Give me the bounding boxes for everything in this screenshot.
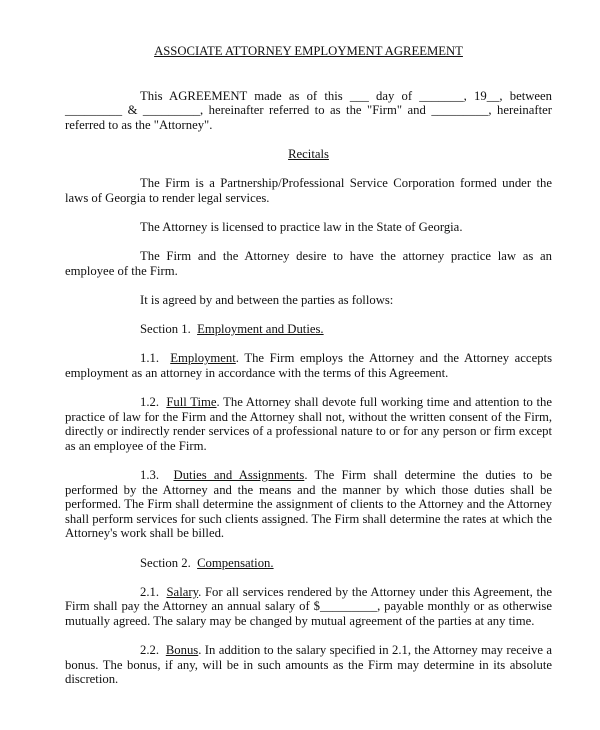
clause-heading: Salary <box>166 584 199 599</box>
section-number: Section 1. <box>140 322 191 337</box>
recital-paragraph: The Firm is a Partnership/Professional Service Corporation formed under the laws of Georgia to render legal services. <box>65 176 552 205</box>
clause-heading: Duties and Assignments <box>173 468 305 483</box>
document-title: ASSOCIATE ATTORNEY EMPLOYMENT AGREEMENT <box>154 44 463 58</box>
clause-heading: Employment <box>170 351 236 366</box>
clause-heading: Bonus <box>165 643 199 658</box>
clause <box>65 643 552 687</box>
clause-number: 2.1. <box>140 584 160 599</box>
section-title: Employment and Duties. <box>197 322 324 337</box>
clause <box>65 395 552 453</box>
section-heading <box>65 556 552 571</box>
clause-number: 1.3. <box>140 468 160 483</box>
clause-heading: Full Time <box>166 395 217 410</box>
recitals-heading: Recitals <box>288 146 329 161</box>
clause <box>65 351 552 380</box>
clause-text: . In addition to the salary specified in 2.1, the Attorney may receive a bonus. The bonus, if any, will be in such amounts as the Firm may determine in its absolute discretion. <box>65 643 552 687</box>
section-number: Section 2. <box>140 555 191 570</box>
recital-paragraph: It is agreed by and between the parties as follows: <box>140 292 394 307</box>
clause-text: . The Firm shall determine the duties to be performed by the Attorney and the means and the manner by which those duties shall be performed. The Firm shall determine the assignment of clients to the Attorney and the Attorney shall perform services for such clients assigned. The Firm shall determine the rates at which the Attorney's work shall be billed. <box>65 468 552 541</box>
clause-text: . The Firm employs the Attorney and the Attorney accepts employment as an attorney in accordance with the terms of this Agreement. <box>65 351 553 380</box>
intro-paragraph: This AGREEMENT made as of this ___ day of _______, 19__, between _________ & _________, hereinafter referred to as the "Firm" and _________, hereinafter referred to as the "Attorney". <box>65 88 552 132</box>
clause <box>65 468 552 541</box>
clause-number: 1.1. <box>140 351 160 366</box>
section-title: Compensation. <box>197 555 274 570</box>
clause-number: 2.2. <box>140 643 160 658</box>
recital-paragraph: The Attorney is licensed to practice law in the State of Georgia. <box>140 219 463 234</box>
section-heading <box>65 322 552 337</box>
clause-text: . For all services rendered by the Attorney under this Agreement, the Firm shall pay the Attorney an annual salary of $_________, payable monthly or as otherwise mutually agreed. The salary may be changed by mutual agreement of the parties at any time. <box>65 584 553 628</box>
document-page <box>65 44 552 702</box>
clause <box>65 585 552 629</box>
recital-paragraph: The Firm and the Attorney desire to have the attorney practice law as an employee of the Firm. <box>65 249 552 278</box>
clause-text: . The Attorney shall devote full working time and attention to the practice of law for the Firm and the Attorney shall not, without the written consent of the Firm, directly or indirectly render services of a professional nature to or for any person or firm except as an employee of the Firm. <box>65 395 553 453</box>
clause-number: 1.2. <box>140 395 160 410</box>
